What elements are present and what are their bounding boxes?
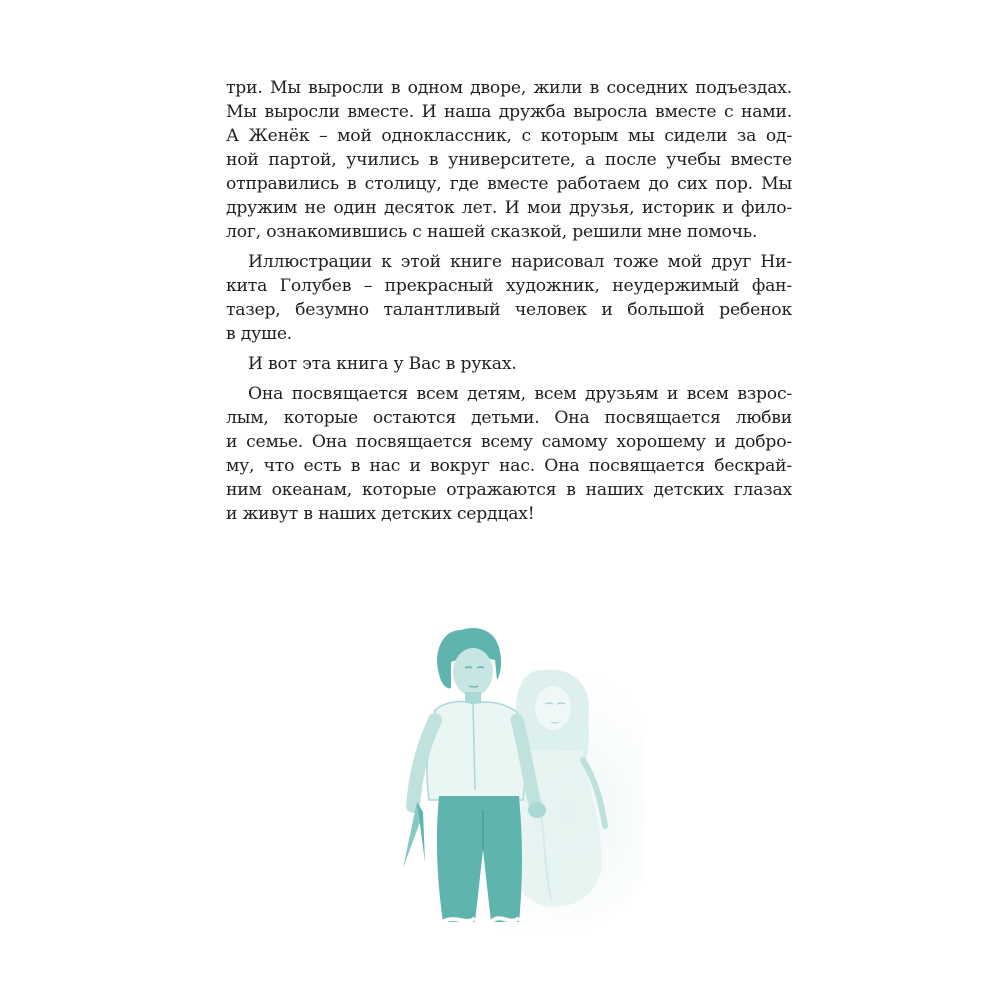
text-line: лог, ознакомившись с нашей сказкой, решили мне помочь. (226, 222, 758, 242)
text-line: лым, которые остаются детьми. Она посвящается любви (226, 408, 792, 428)
text-line: кита Голубев – прекрасный художник, неудержимый фан- (226, 276, 792, 296)
paragraph-3 (226, 352, 792, 376)
text-line: му, что есть в нас и вокруг нас. Она посвящается бескрай- (226, 456, 792, 476)
paragraph-2 (226, 250, 792, 346)
text-line: А Женёк – мой одноклассник, с которым мы сидели за од- (226, 126, 792, 146)
text-line: отправились в столицу, где вместе работаем до сих пор. Мы (226, 174, 792, 194)
paragraph-4 (226, 382, 792, 526)
text-line: в душе. (226, 324, 293, 344)
paragraph-1 (226, 76, 792, 244)
text-line: дружим не один десяток лет. И мои друзья, историк и фило- (226, 198, 792, 218)
text-line: Мы выросли вместе. И наша дружба выросла вместе с нами. (226, 102, 792, 122)
text-line: тазер, безумно талантливый человек и большой ребенок (226, 300, 792, 320)
text-line: И вот эта книга у Вас в руках. (248, 354, 517, 374)
text-line: ной партой, учились в университете, а после учебы вместе (226, 150, 792, 170)
text-line: и живут в наших детских сердцах! (226, 504, 535, 524)
body-text (226, 76, 792, 526)
text-line: Иллюстрации к этой книге нарисовал тоже мой друг Ни- (248, 252, 792, 272)
text-line: ним океанам, которые отражаются в наших детских глазах (226, 480, 792, 500)
text-line: и семье. Она посвящается всему самому хорошему и добро- (226, 432, 792, 452)
text-line: Она посвящается всем детям, всем друзьям и всем взрос- (248, 384, 792, 404)
text-line: три. Мы выросли в одном дворе, жили в соседних подъездах. (226, 78, 792, 98)
children-illustration (395, 600, 645, 930)
